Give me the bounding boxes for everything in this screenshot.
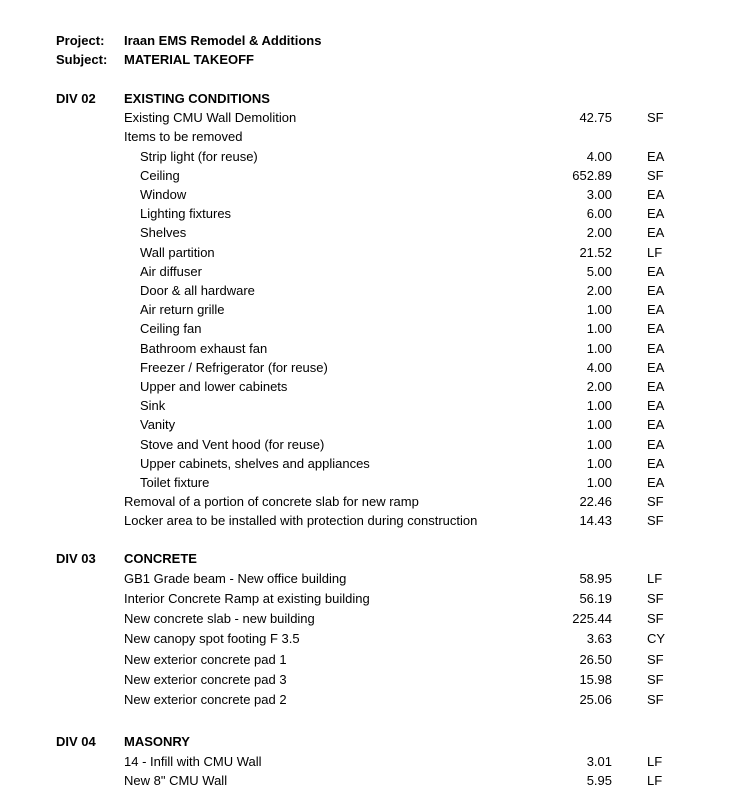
takeoff-row [0,454,729,473]
division-header [0,89,729,108]
item-quantity: 2.00 [586,283,612,298]
takeoff-row [0,511,729,530]
takeoff-row [0,690,729,709]
item-unit: EA [647,436,665,452]
subject-value: MATERIAL TAKEOFF [124,52,254,67]
takeoff-row [0,396,729,415]
project-label: Project: [56,33,105,48]
item-description: Existing CMU Wall Demolition [124,110,297,126]
item-description: Stove and Vent hood (for reuse) [140,436,325,452]
item-description: New concrete slab - new building [124,611,315,627]
takeoff-row [0,262,729,281]
item-quantity: 14.43 [579,513,612,529]
item-quantity: 2.00 [586,379,612,394]
item-description: Strip light (for reuse) [140,148,258,164]
item-quantity: 4.00 [586,359,612,375]
item-quantity: 1.00 [586,398,612,414]
item-quantity: 6.00 [586,206,612,222]
item-quantity: 5.95 [586,773,612,788]
item-description: New canopy spot footing F 3.5 [124,631,300,647]
item-description: Air diffuser [140,263,202,279]
takeoff-row [0,339,729,358]
takeoff-row [0,281,729,300]
item-description: Air return grille [140,302,225,318]
division-code: DIV 04 [56,734,96,749]
takeoff-row [0,147,729,166]
item-quantity: 42.75 [579,110,612,126]
division-title: CONCRETE [124,551,197,566]
item-quantity: 3.63 [586,631,612,647]
item-unit: SF [647,494,664,510]
item-quantity: 4.00 [586,148,612,164]
subject-label: Subject: [56,52,108,67]
item-unit: EA [647,321,665,337]
item-unit: SF [647,611,664,627]
takeoff-row [0,108,729,127]
takeoff-row [0,243,729,262]
item-quantity: 21.52 [579,244,612,260]
item-quantity: 1.00 [586,321,612,337]
item-description: Removal of a portion of concrete slab for new ramp [124,494,419,510]
division-header [0,549,729,568]
item-unit: EA [647,475,665,490]
project-row [0,31,729,50]
item-quantity: 3.01 [586,753,612,769]
item-unit: LF [647,753,663,769]
item-quantity: 2.00 [586,225,612,241]
takeoff-row [0,771,729,790]
item-quantity: 1.00 [586,455,612,471]
item-description: New exterior concrete pad 2 [124,691,287,707]
item-description: New exterior concrete pad 1 [124,651,287,667]
takeoff-row [0,319,729,338]
division-code: DIV 03 [56,551,96,566]
takeoff-row [0,358,729,377]
item-quantity: 1.00 [586,340,612,356]
item-description: Shelves [140,225,187,241]
item-unit: LF [647,773,663,788]
item-unit: SF [647,691,664,707]
item-unit: SF [647,513,664,529]
item-unit: EA [647,359,665,375]
item-unit: EA [647,148,665,164]
item-quantity: 225.44 [572,611,612,627]
item-quantity: 5.00 [586,263,612,279]
item-unit: SF [647,167,664,183]
takeoff-row [0,629,729,648]
takeoff-row [0,609,729,628]
project-value: Iraan EMS Remodel & Additions [124,33,322,48]
item-quantity: 15.98 [579,671,612,687]
takeoff-row [0,569,729,588]
item-unit: SF [647,110,664,126]
takeoff-row [0,650,729,669]
takeoff-row [0,166,729,185]
item-unit: EA [647,225,665,241]
item-quantity: 22.46 [579,494,612,510]
item-quantity: 652.89 [572,167,612,183]
division-code: DIV 02 [56,91,96,106]
division-title: EXISTING CONDITIONS [124,91,270,106]
item-unit: EA [647,340,665,356]
item-description: New exterior concrete pad 3 [124,671,287,687]
item-description: Locker area to be installed with protection during construction [124,513,478,529]
item-description: Door & all hardware [140,283,255,298]
takeoff-row [0,223,729,242]
item-unit: EA [647,263,665,279]
item-quantity: 1.00 [586,302,612,318]
item-unit: CY [647,631,666,647]
takeoff-row [0,127,729,146]
subject-row [0,50,729,69]
item-unit: SF [647,671,664,687]
item-quantity: 1.00 [586,417,612,433]
item-quantity: 58.95 [579,571,612,587]
item-description: Bathroom exhaust fan [140,340,268,356]
item-description: Wall partition [140,244,215,260]
item-quantity: 25.06 [579,691,612,707]
item-description: Upper and lower cabinets [140,379,288,394]
takeoff-row [0,415,729,434]
item-description: Toilet fixture [140,475,210,490]
division-title: MASONRY [124,734,190,749]
item-description: Ceiling fan [140,321,202,337]
takeoff-row [0,300,729,319]
takeoff-row [0,670,729,689]
item-unit: EA [647,206,665,222]
item-unit: LF [647,571,663,587]
item-unit: SF [647,651,664,667]
item-quantity: 1.00 [586,436,612,452]
item-unit: EA [647,398,665,414]
item-description: Window [140,187,187,202]
item-description: Interior Concrete Ramp at existing building [124,591,370,607]
item-quantity: 3.00 [586,187,612,202]
item-description: GB1 Grade beam - New office building [124,571,347,587]
item-unit: EA [647,283,665,298]
item-quantity: 56.19 [579,591,612,607]
item-description: Upper cabinets, shelves and appliances [140,455,370,471]
item-unit: SF [647,591,664,607]
item-description: Items to be removed [124,129,243,145]
takeoff-row [0,377,729,396]
item-description: 14 - Infill with CMU Wall [124,753,262,769]
takeoff-row [0,589,729,608]
item-unit: LF [647,244,663,260]
item-description: New 8" CMU Wall [124,773,228,788]
item-description: Lighting fixtures [140,206,232,222]
takeoff-row [0,492,729,511]
item-quantity: 1.00 [586,475,612,490]
takeoff-row [0,435,729,454]
takeoff-row [0,752,729,771]
item-description: Ceiling [140,167,180,183]
item-description: Sink [140,398,166,414]
item-unit: EA [647,187,665,202]
item-unit: EA [647,455,665,471]
item-description: Vanity [140,417,176,433]
takeoff-row [0,473,729,492]
item-description: Freezer / Refrigerator (for reuse) [140,359,328,375]
item-unit: EA [647,417,665,433]
takeoff-row [0,185,729,204]
division-header [0,732,729,751]
item-unit: EA [647,379,665,394]
item-quantity: 26.50 [579,651,612,667]
item-unit: EA [647,302,665,318]
takeoff-row [0,204,729,223]
